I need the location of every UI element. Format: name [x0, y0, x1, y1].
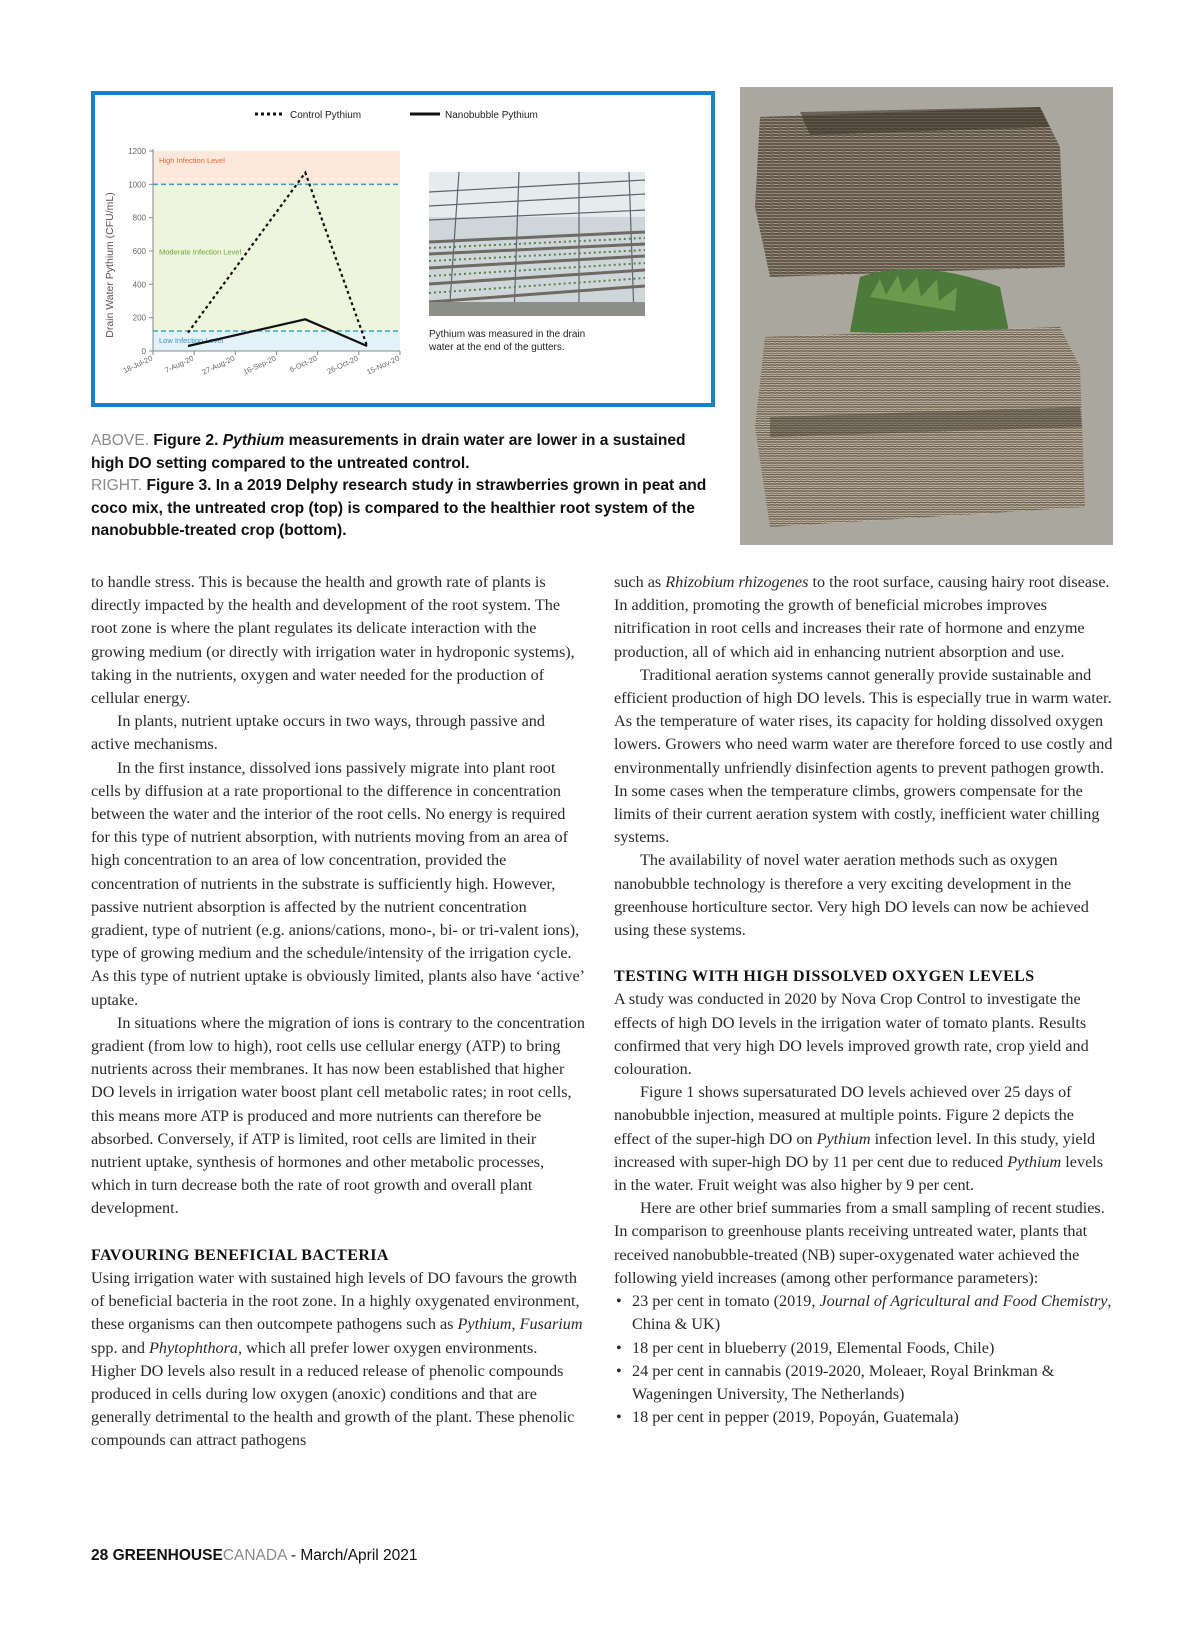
paragraph: to handle stress. This is because the health and growth rate of plants is directly impacted by the health and development of the root system. The root zone is where the plant regulates its delicate interaction with the growing medium (or directly with irrigation water in hydroponic systems), taking in the nutrients, oxygen and water needed for the production of cellular energy.	[91, 573, 575, 708]
list-item: • 18 per cent in pepper (2019, Popoyán, Guatemala)	[614, 1406, 1114, 1429]
paragraph: Figure 1 shows supersaturated DO levels achieved over 25 days of nanobubble injection, measured at multiple points. Figure 2 depicts the effect of the super-high DO on Pythium infection level. In this study, yield increased with super-high DO by 11 per cent due to reduced Pythium levels in the water. Fruit weight was also higher by 9 per cent.	[614, 1083, 1104, 1195]
inset-caption-line-1: Pythium was measured in the drain	[429, 329, 586, 340]
figure-3-root-photo	[740, 87, 1113, 545]
y-tick-label: 1200	[128, 147, 146, 156]
section-heading-testing-do: TESTING WITH HIGH DISSOLVED OXYGEN LEVELS	[614, 968, 1035, 986]
caption-right-label: RIGHT.	[91, 477, 143, 494]
band-label: Moderate Infection Level	[159, 247, 242, 257]
greenhouse-gutter-photo	[429, 172, 645, 316]
x-tick-label: 16-Sep-20	[241, 353, 278, 377]
pythium-line-chart	[95, 95, 711, 403]
paragraph: In the first instance, dissolved ions passively migrate into plant root cells by diffusion at a rate proportional to the difference in concentration between the water and the interior of the root cells. No energy is required for this type of nutrient absorption, with nutrients moving from an area of high concentration to an area of low concentration, provided the concentration of nutrients in the substrate is sufficiently high. However, passive nutrient absorption is affected by the nutrient concentration gradient, type of nutrient (e.g. anions/cations, mono-, bi- or tri-valent ions), type of growing medium and the schedule/intensity of the irrigation cycle. As this type of nutrient uptake is obviously limited, plants also have ‘active’ uptake.	[91, 758, 584, 1009]
y-tick-label: 0	[141, 347, 146, 356]
legend-nanobubble-label: Nanobubble Pythium	[445, 110, 538, 121]
paragraph: The availability of novel water aeration methods such as oxygen nanobubble technology is therefore a very exciting development in the greenhouse horticulture sector. Very high DO levels can now be achieved using these systems.	[614, 851, 1089, 940]
x-tick-label: 6-Oct-20	[288, 353, 319, 375]
y-tick-label: 400	[132, 280, 146, 290]
y-tick-label: 1000	[128, 180, 146, 190]
caption-figure-2	[91, 430, 711, 475]
figure-caption	[91, 430, 711, 543]
list-item: • 23 per cent in tomato (2019, Journal of Agricultural and Food Chemistry, China & UK)	[614, 1290, 1114, 1336]
article-column-left	[91, 571, 586, 1453]
paragraph: A study was conducted in 2020 by Nova Crop Control to investigate the effects of high DO levels in the irrigation water of tomato plants. Results confirmed that very high DO levels improved growth rate, crop yield and colouration.	[614, 990, 1089, 1079]
paragraph: such as Rhizobium rhizogenes to the root surface, causing hairy root disease. In addition, promoting the growth of beneficial microbes improves nitrification in root cells and increases their rate of hormone and enzyme production, all of which aid in enhancing nutrient absorption and use.	[614, 573, 1110, 661]
caption-above-label: ABOVE.	[91, 432, 150, 449]
caption-fig2-text: measurements in drain water are lower in a sustained high DO setting compared to the untreated control.	[91, 432, 686, 472]
x-tick-label: 18-Jul-20	[121, 353, 154, 376]
issue-date: - March/April 2021	[290, 1547, 418, 1564]
infection-band	[153, 184, 400, 331]
caption-fig2-italic: Pythium	[222, 432, 285, 449]
band-label: High Infection Level	[159, 156, 225, 165]
paragraph: Traditional aeration systems cannot generally provide sustainable and efficient production of high DO levels. This is especially true in warm water. As the temperature of water rises, its capacity for holding dissolved oxygen lowers. Growers who need warm water are therefore forced to use costly and environmentally unfriendly disinfection agents to prevent pathogen growth. In some cases when the temperature climbs, growers compensate for the limits of their current aeration system with costly, inefficient water chilling systems.	[614, 665, 1113, 847]
y-tick-label: 800	[132, 213, 146, 223]
magazine-name-light: CANADA	[222, 1547, 287, 1564]
x-tick-label: 15-Nov-20	[365, 353, 401, 377]
paragraph: Here are other brief summaries from a small sampling of recent studies. In comparison to greenhouse plants receiving untreated water, plants that received nanobubble-treated (NB) super-oxygenated water achieved the following yield increases (among other performance parameters):	[614, 1199, 1105, 1287]
list-item: • 18 per cent in blueberry (2019, Elemental Foods, Chile)	[614, 1337, 1114, 1360]
section-heading-beneficial-bacteria: FAVOURING BENEFICIAL BACTERIA	[91, 1246, 389, 1264]
article-column-right	[614, 571, 1114, 1429]
strawberry-root-blocks-image	[740, 87, 1113, 545]
paragraph: In situations where the migration of ions is contrary to the concentration gradient (from low to high), root cells use cellular energy (ATP) to bring nutrients across their membranes. It has now been established that higher DO levels in irrigation water boost plant cell metabolic rates; in root cells, this means more ATP is produced and more nutrients can therefore be absorbed. Conversely, if ATP is limited, root cells are limited in their nutrient uptake, synthesis of hormones and other metabolic processes, which in turn decrease both the rate of root growth and overall plant development.	[91, 1013, 585, 1218]
list-item: • 24 per cent in cannabis (2019-2020, Moleaer, Royal Brinkman & Wageningen University, The Netherlands)	[614, 1360, 1114, 1406]
y-tick-label: 600	[132, 247, 146, 256]
page-number: 28	[91, 1547, 109, 1564]
x-tick-label: 27-Aug-20	[200, 353, 237, 377]
legend-control-label: Control Pythium	[290, 110, 362, 121]
figure-2-chart-panel	[91, 91, 715, 407]
y-axis-label: Drain Water Pythium (CFU/mL)	[104, 192, 116, 338]
inset-caption-line-2: water at the end of the gutters.	[429, 342, 565, 353]
yield-increase-list	[614, 1290, 1114, 1429]
magazine-name: GREENHOUSE	[112, 1547, 223, 1564]
paragraph: In plants, nutrient uptake occurs in two ways, through passive and active mechanisms.	[91, 712, 545, 754]
paragraph: Using irrigation water with sustained high levels of DO favours the growth of beneficial bacteria in the root zone. In a highly oxygenated environment, these organisms can then outcompete pathogens such as Pythium, Fusarium spp. and Phytophthora, which all prefer lower oxygen environments. Higher DO levels also result in a reduced release of phenolic compounds produced in cells during low oxygen (anoxic) conditions and that are generally detrimental to the health and growth of the plant. These phenolic compounds can attract pathogens	[91, 1268, 583, 1450]
x-tick-label: 26-Oct-20	[325, 353, 360, 376]
x-tick-label: 7-Aug-20	[163, 353, 196, 375]
caption-figure-3	[91, 475, 711, 543]
page-footer	[91, 1547, 418, 1565]
caption-fig3-text: Figure 3. In a 2019 Delphy research study in strawberries grown in peat and coco mix, the untreated crop (top) is compared to the healthier root system of the nanobubble-treated crop (bottom).	[91, 477, 707, 539]
caption-fig2-number: Figure 2.	[153, 432, 219, 449]
band-label: Low Infection Level	[159, 336, 224, 345]
y-tick-label: 200	[132, 313, 146, 323]
